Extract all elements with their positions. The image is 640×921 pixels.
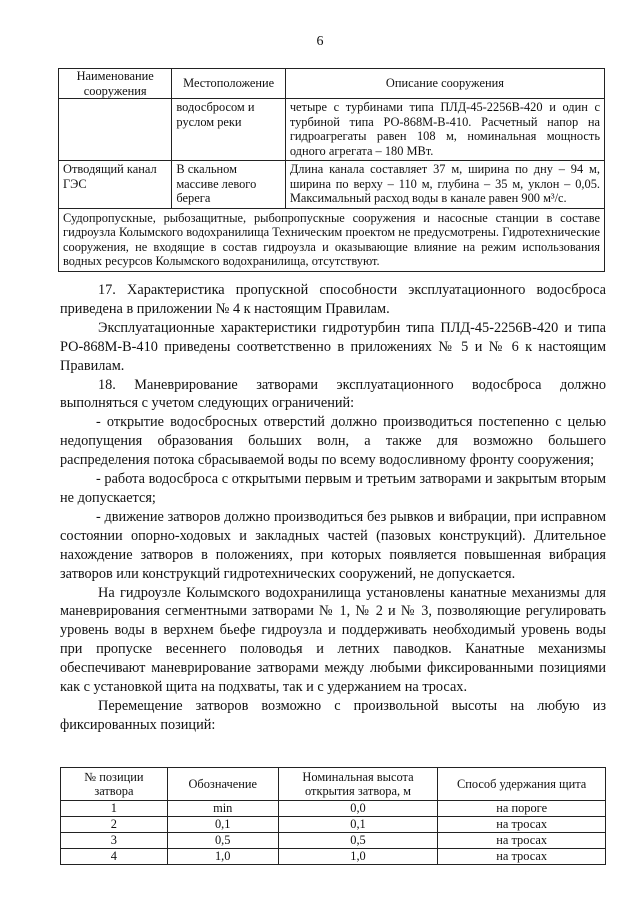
table-note-row: [59, 208, 605, 271]
cell-description: четыре с турбинами типа ПЛД-45-2256В-420 и один с турбиной типа РО-868М-В-410. Расчетный напор на гидроагрегаты равен 108 м, номинальная мощность одного агрегата – 180 МВт.: [285, 99, 604, 161]
cell-designation: 0,1: [167, 817, 278, 833]
header-structure-name: Наименование сооружения: [59, 69, 172, 99]
cell-holding: на тросах: [438, 849, 606, 865]
cell-height: 0,0: [278, 801, 438, 817]
table-note: Судопропускные, рыбозащитные, рыбопропускные сооружения и насосные станции в составе гидроузла Колымского водохранилища Техническим проектом не предусмотрены. Гидротехнические сооружения, не входящие в состав гидроузла и оказывающие влияние на режим использования водных ресурсов Колымского водохранилища, отсутствуют.: [59, 208, 605, 271]
header-opening-height: Номинальная высота открытия затвора, м: [278, 768, 438, 801]
table-row: [61, 833, 606, 849]
cell-name: Отводящий канал ГЭС: [59, 161, 172, 209]
header-designation: Обозначение: [167, 768, 278, 801]
cell-holding: на пороге: [438, 801, 606, 817]
cell-name: [59, 99, 172, 161]
table-row: [59, 161, 605, 209]
cell-holding: на тросах: [438, 833, 606, 849]
paragraph-rope-mechanisms: На гидроузле Колымского водохранилища установлены канатные механизмы для маневрирования сегментными затворами № 1, № 2 и № 3, позволяющие регулировать уровень воды в верхнем бьефе гидроузла и поддерживать необходимый уровень воды при пропуске весеннего половодья и летних паводков. Канатные механизмы обеспечивают маневрирование затворами между любыми фиксированными позициями как с установкой щита на подхваты, так и с удержанием на тросах.: [60, 584, 606, 696]
table-row: [59, 99, 605, 161]
table-row: [61, 849, 606, 865]
cell-height: 0,5: [278, 833, 438, 849]
page-number: 6: [316, 34, 324, 49]
cell-position: 4: [61, 849, 168, 865]
table-row: [61, 817, 606, 833]
gate-positions-table: [60, 767, 606, 865]
cell-location: В скальном массиве левого берега: [172, 161, 285, 209]
table-header-row: [61, 768, 606, 801]
table-row: [61, 801, 606, 817]
cell-designation: min: [167, 801, 278, 817]
table-header-row: [59, 69, 605, 99]
cell-location: водосбросом и руслом реки: [172, 99, 285, 161]
paragraph-17: 17. Характеристика пропускной способности эксплуатационного водосброса приведена в приложении № 4 к настоящим Правилам.: [60, 282, 606, 317]
header-location: Местоположение: [172, 69, 285, 99]
header-description: Описание сооружения: [285, 69, 604, 99]
cell-height: 0,1: [278, 817, 438, 833]
body-text: [60, 281, 606, 735]
list-item: - движение затворов должно производиться без рывков и вибрации, при исправном состоянии опорно-ходовых и закладных частей (пазовых конструкций). Длительное нахождение затворов в положениях, при которых появляется повышенная вибрация затворов или конструкций гидротехнических сооружений, не допускается.: [60, 508, 606, 582]
list-item: - работа водосброса с открытыми первым и третьим затворами и закрытым вторым не допускается;: [60, 471, 606, 506]
cell-position: 3: [61, 833, 168, 849]
header-holding-method: Способ удержания щита: [438, 768, 606, 801]
list-item: - открытие водосбросных отверстий должно производиться постепенно с целью недопущения образования больших волн, а также для возможно большего распределения потока сбрасываемой воды по всему водосливному фронту сооружения;: [60, 414, 606, 469]
paragraph-turbine-characteristics: Эксплуатационные характеристики гидротурбин типа ПЛД-45-2256В-420 и типа РО-868М-В-410 приведены соответственно в приложениях № 5 и № 6 к настоящим Правилам.: [60, 319, 606, 374]
cell-height: 1,0: [278, 849, 438, 865]
structures-table: [58, 68, 605, 272]
cell-position: 2: [61, 817, 168, 833]
paragraph-18: 18. Маневрирование затворами эксплуатационного водосброса должно выполняться с учетом следующих ограничений:: [60, 376, 606, 412]
cell-designation: 1,0: [167, 849, 278, 865]
paragraph-gate-movement: Перемещение затворов возможно с произвольной высоты на любую из фиксированных позиций:: [60, 697, 606, 733]
cell-holding: на тросах: [438, 817, 606, 833]
cell-designation: 0,5: [167, 833, 278, 849]
cell-position: 1: [61, 801, 168, 817]
header-position-number: № позиции затвора: [61, 768, 168, 801]
cell-description: Длина канала составляет 37 м, ширина по дну – 94 м, ширина по верху – 110 м, глубина – 35 м, уклон – 0,05. Максимальный расход воды в канале равен 900 м³/с.: [285, 161, 604, 209]
